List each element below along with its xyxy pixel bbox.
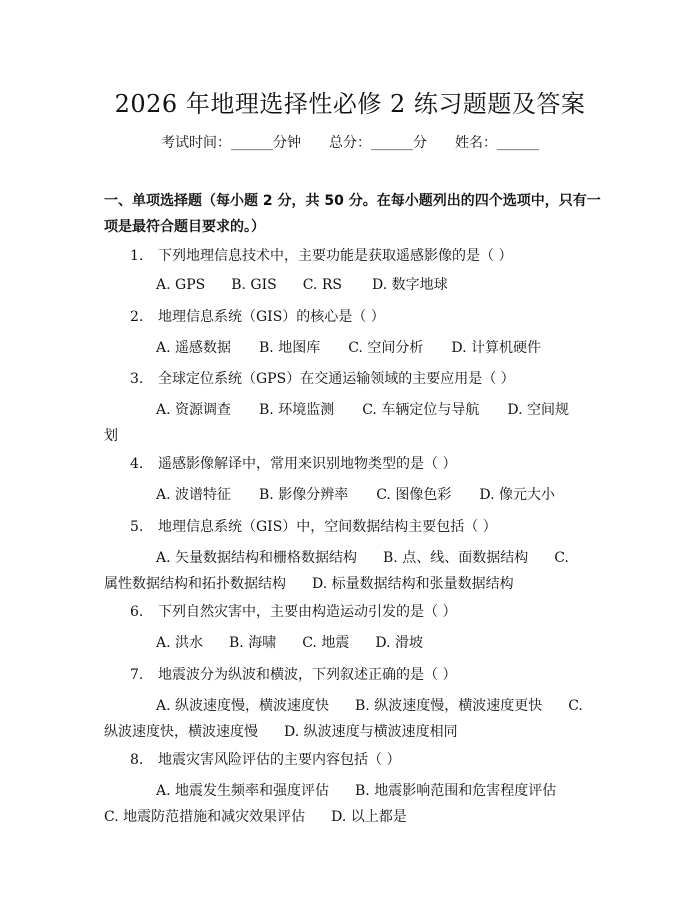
question-text: 下列自然灾害中，主要由构造运动引发的是（ ） <box>158 604 457 620</box>
question-text: 地理信息系统（GIS）的核心是（ ） <box>158 309 385 325</box>
question-stem <box>130 665 610 685</box>
option-b: B. GIS <box>231 277 277 293</box>
option-a: A. 遥感数据 <box>156 340 232 356</box>
option-d: D. 标量数据结构和张量数据结构 <box>312 576 514 592</box>
total-score-unit: 分 <box>413 135 427 151</box>
question-number: 3. <box>130 371 144 387</box>
option-a: A. 洪水 <box>156 635 204 651</box>
option-a: A. 地震发生频率和强度评估 <box>156 783 330 799</box>
option-a: A. 纵波速度慢，横波速度快 <box>156 698 330 714</box>
option-d-continuation: 划 <box>104 428 118 444</box>
option-c: C. 空间分析 <box>348 340 424 356</box>
option-c: C. 车辆定位与导航 <box>362 402 480 418</box>
option-c: C. RS <box>302 277 342 293</box>
total-score-label: 总分： <box>329 135 371 151</box>
question-options <box>104 693 604 745</box>
question-text: 下列地理信息技术中，主要功能是获取遥感影像的是（ ） <box>158 248 513 264</box>
exam-time-unit: 分钟 <box>273 135 301 151</box>
option-b: B. 影像分辨率 <box>259 487 349 503</box>
question-stem <box>130 454 610 474</box>
option-a: A. 资源调查 <box>156 402 232 418</box>
question-options <box>104 778 604 830</box>
question-text: 全球定位系统（GPS）在交通运输领域的主要应用是（ ） <box>158 371 515 387</box>
question-number: 1. <box>130 248 144 264</box>
exam-time-blank: ______ <box>231 135 273 151</box>
question-text: 地震波分为纵波和横波，下列叙述正确的是（ ） <box>158 667 457 683</box>
student-name-blank: ______ <box>497 135 539 151</box>
question-stem <box>130 369 610 389</box>
question-options <box>104 397 604 449</box>
option-b: B. 点、线、面数据结构 <box>383 550 529 566</box>
question-text: 遥感影像解译中，常用来识别地物类型的是（ ） <box>158 456 457 472</box>
question-text: 地理信息系统（GIS）中，空间数据结构主要包括（ ） <box>158 519 497 535</box>
question-number: 7. <box>130 667 144 683</box>
option-d: D. 空间规 <box>507 402 569 418</box>
option-b: B. 地图库 <box>259 340 321 356</box>
option-d: D. 以上都是 <box>331 809 407 825</box>
exam-time-label: 考试时间： <box>161 135 231 151</box>
question-stem <box>130 517 610 537</box>
student-name-field <box>455 132 539 152</box>
question-options <box>104 545 604 597</box>
question-number: 2. <box>130 309 144 325</box>
option-a: A. GPS <box>156 277 206 293</box>
question-stem <box>130 750 610 770</box>
option-c: 属性数据结构和拓扑数据结构 <box>104 576 286 592</box>
question-text: 地震灾害风险评估的主要内容包括（ ） <box>158 752 401 768</box>
option-d: D. 数字地球 <box>371 277 448 293</box>
question-number: 6. <box>130 604 144 620</box>
exam-time-field <box>161 132 301 152</box>
option-b: B. 地震影响范围和危害程度评估 <box>355 783 557 799</box>
question-options <box>104 482 604 508</box>
total-score-field <box>329 132 427 152</box>
option-a: A. 波谱特征 <box>156 487 232 503</box>
option-c: C. 地震 <box>302 635 350 651</box>
option-c: C. 图像色彩 <box>376 487 452 503</box>
section-heading: 一、单项选择题（每小题 2 分，共 50 分。在每小题列出的四个选项中，只有一项是最符合题目要求的。） <box>104 193 601 235</box>
question-stem <box>130 602 610 622</box>
option-d: D. 像元大小 <box>479 487 555 503</box>
question-number: 5. <box>130 519 144 535</box>
question-options <box>104 335 604 361</box>
option-b: B. 海啸 <box>229 635 277 651</box>
option-b: B. 环境监测 <box>259 402 335 418</box>
question-number: 4. <box>130 456 144 472</box>
option-c-marker: C. <box>554 550 569 566</box>
option-d: D. 滑坡 <box>375 635 423 651</box>
option-c-marker: C. <box>568 698 583 714</box>
question-options <box>104 272 604 298</box>
option-d: D. 纵波速度与横波速度相同 <box>284 724 458 740</box>
question-options <box>104 630 604 656</box>
total-score-blank: ______ <box>371 135 413 151</box>
option-a: A. 矢量数据结构和栅格数据结构 <box>156 550 358 566</box>
exam-meta-line <box>0 132 700 152</box>
question-stem <box>130 307 610 327</box>
option-b: B. 纵波速度慢，横波速度更快 <box>355 698 543 714</box>
page-title: 2026 年地理选择性必修 2 练习题题及答案 <box>114 90 586 118</box>
question-stem <box>130 246 610 266</box>
option-d: D. 计算机硬件 <box>451 340 541 356</box>
student-name-label: 姓名： <box>455 135 497 151</box>
option-c: 纵波速度快，横波速度慢 <box>104 724 258 740</box>
question-number: 8. <box>130 752 144 768</box>
option-c: C. 地震防范措施和减灾效果评估 <box>104 809 306 825</box>
